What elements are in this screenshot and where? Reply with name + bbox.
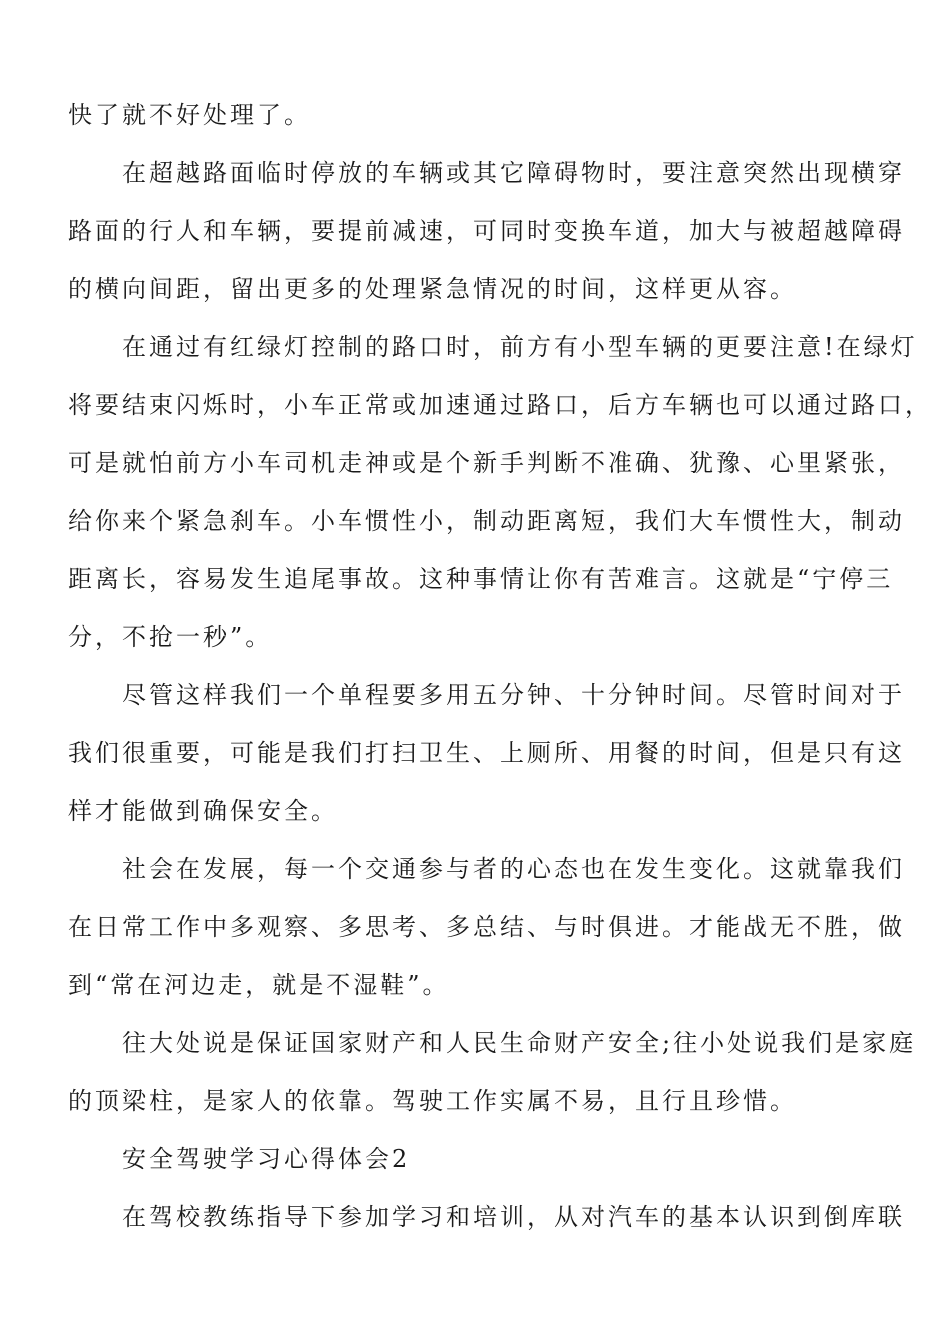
text-line: 的横向间距，留出更多的处理紧急情况的时间，这样更从容。 (68, 275, 797, 303)
text-line: 快了就不好处理了。 (68, 101, 311, 129)
text-line: 可是就怕前方小车司机走神或是个新手判断不准确、犹豫、心里紧张， (68, 449, 905, 477)
text-line: 样才能做到确保安全。 (68, 797, 338, 825)
paragraph-first-line: 尽管这样我们一个单程要多用五分钟、十分钟时间。尽管时间对于 (122, 681, 905, 709)
text-line: 将要结束闪烁时，小车正常或加速通过路口，后方车辆也可以通过路口， (68, 391, 932, 419)
text-line: 我们很重要，可能是我们打扫卫生、上厕所、用餐的时间，但是只有这 (68, 739, 905, 767)
paragraph-first-line: 在驾校教练指导下参加学习和培训，从对汽车的基本认识到倒库联 (122, 1203, 905, 1231)
paragraph-first-line: 在超越路面临时停放的车辆或其它障碍物时，要注意突然出现横穿 (122, 159, 905, 187)
text-line: 给你来个紧急刹车。小车惯性小，制动距离短，我们大车惯性大，制动 (68, 507, 905, 535)
document-body (68, 86, 932, 1246)
text-line: 在日常工作中多观察、多思考、多总结、与时俱进。才能战无不胜，做 (68, 913, 905, 941)
text-line: 的顶梁柱，是家人的依靠。驾驶工作实属不易，且行且珍惜。 (68, 1087, 797, 1115)
text-line: 到“常在河边走，就是不湿鞋”。 (68, 971, 450, 999)
section-heading: 安全驾驶学习心得体会2 (122, 1145, 411, 1173)
paragraph-first-line: 往大处说是保证国家财产和人民生命财产安全;往小处说我们是家庭 (122, 1029, 917, 1057)
text-line: 分，不抢一秒”。 (68, 623, 273, 651)
text-line: 距离长，容易发生追尾事故。这种事情让你有苦难言。这就是“宁停三 (68, 565, 894, 593)
paragraph-first-line: 社会在发展，每一个交通参与者的心态也在发生变化。这就靠我们 (122, 855, 905, 883)
text-line: 路面的行人和车辆，要提前减速，可同时变换车道，加大与被超越障碍 (68, 217, 905, 245)
paragraph-first-line: 在通过有红绿灯控制的路口时，前方有小型车辆的更要注意!在绿灯 (122, 333, 918, 361)
